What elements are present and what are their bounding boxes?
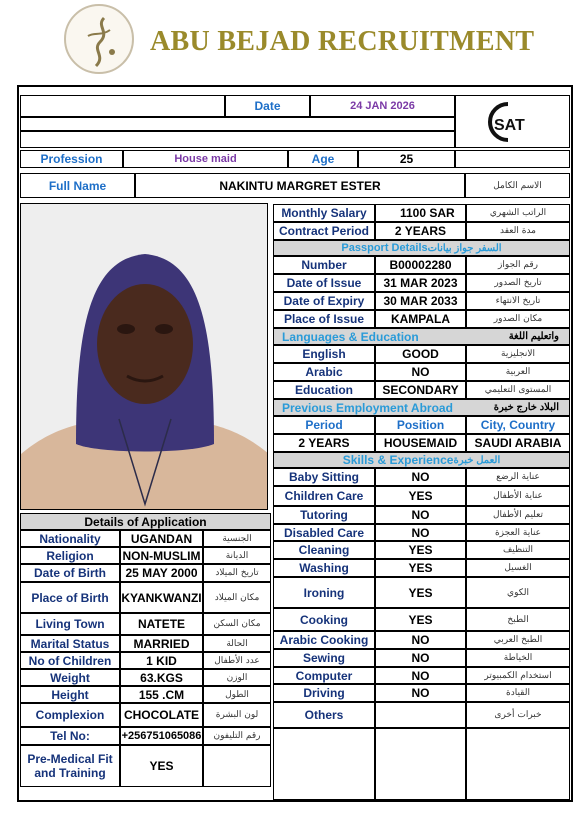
detail-value: NATETE	[120, 613, 203, 635]
detail-label: Weight	[20, 669, 120, 686]
contract-ar: مدة العقد	[466, 222, 570, 240]
detail-ar: لون البشرة	[203, 703, 271, 727]
blank-cell	[20, 95, 225, 117]
detail-label: Nationality	[20, 530, 120, 547]
skills-header	[273, 452, 570, 468]
salary-value: 1100 SAR	[375, 204, 466, 222]
date-label: Date	[225, 95, 310, 117]
detail-label: Living Town	[20, 613, 120, 635]
skill-value: YES	[375, 541, 466, 559]
skill-value: YES	[375, 608, 466, 631]
detail-label: Marital Status	[20, 635, 120, 652]
profession-label: Profession	[20, 150, 123, 168]
prev-col-1: Position	[375, 416, 466, 434]
number-label: Number	[273, 256, 375, 274]
number-ar: رقم الجواز	[466, 256, 570, 274]
expiry-label: Date of Expiry	[273, 292, 375, 310]
english-label: English	[273, 345, 375, 363]
calligraphy-logo-icon	[66, 6, 136, 76]
sat-logo-cell	[455, 95, 570, 148]
skill-value: NO	[375, 524, 466, 541]
detail-value: UGANDAN	[120, 530, 203, 547]
place-ar: مكان الصدور	[466, 310, 570, 328]
skill-ar: القيادة	[466, 684, 570, 702]
skill-value: NO	[375, 506, 466, 524]
skill-label: Ironing	[273, 577, 375, 608]
blank-cell	[466, 728, 570, 800]
fullname-ar: الاسم الكامل	[465, 173, 570, 198]
blank-cell	[273, 728, 375, 800]
previous-employment-header-ar: البلاد خارج خبرة	[493, 402, 559, 413]
skills-header-ar: العمل خبرة	[453, 454, 501, 466]
age-value: 25	[358, 150, 455, 168]
detail-label: Tel No:	[20, 727, 120, 745]
skill-ar: الكوي	[466, 577, 570, 608]
passport-header-ar: السفر جواز بيانات	[427, 242, 502, 254]
detail-label: Place of Birth	[20, 582, 120, 613]
education-label: Education	[273, 381, 375, 399]
contract-label: Contract Period	[273, 222, 375, 240]
skill-label: Washing	[273, 559, 375, 577]
detail-value: 25 MAY 2000	[120, 564, 203, 582]
prev-row-0: 2 YEARS	[273, 434, 375, 452]
detail-value: 63.KGS	[120, 669, 203, 686]
profession-value: House maid	[123, 150, 288, 168]
svg-text:SAT: SAT	[493, 116, 525, 134]
skill-ar: الطبخ العربي	[466, 631, 570, 649]
skill-value: NO	[375, 684, 466, 702]
english-value: GOOD	[375, 345, 466, 363]
detail-ar: الديانة	[203, 547, 271, 564]
contract-value: 2 YEARS	[375, 222, 466, 240]
salary-label: Monthly Salary	[273, 204, 375, 222]
blank-cell	[455, 150, 570, 168]
blank-cell	[375, 728, 466, 800]
expiry-ar: تاريخ الانتهاء	[466, 292, 570, 310]
skill-label: Cooking	[273, 608, 375, 631]
issue-label: Date of Issue	[273, 274, 375, 292]
detail-value: NON-MUSLIM	[120, 547, 203, 564]
number-value: B00002280	[375, 256, 466, 274]
skill-label: Others	[273, 702, 375, 728]
candidate-photo	[20, 203, 268, 510]
detail-value: MARRIED	[120, 635, 203, 652]
company-name: ABU BEJAD RECRUITMENT	[150, 26, 535, 57]
detail-ar: مكان السكن	[203, 613, 271, 635]
skill-ar: عناية الرضع	[466, 468, 570, 486]
issue-value: 31 MAR 2023	[375, 274, 466, 292]
passport-header	[273, 240, 570, 256]
skill-label: Baby Sitting	[273, 468, 375, 486]
skill-ar: عناية العجزة	[466, 524, 570, 541]
detail-label: Date of Birth	[20, 564, 120, 582]
details-header: Details of Application	[20, 513, 271, 530]
skill-value: NO	[375, 631, 466, 649]
detail-label: Complexion	[20, 703, 120, 727]
skill-value: NO	[375, 468, 466, 486]
issue-ar: تاريخ الصدور	[466, 274, 570, 292]
skill-value: YES	[375, 486, 466, 506]
prev-col-2: City, Country	[466, 416, 570, 434]
detail-ar: الوزن	[203, 669, 271, 686]
age-label: Age	[288, 150, 358, 168]
detail-value: CHOCOLATE	[120, 703, 203, 727]
place-label: Place of Issue	[273, 310, 375, 328]
detail-ar: الحالة	[203, 635, 271, 652]
detail-value: +256751065086	[120, 727, 203, 745]
detail-value: KYANKWANZI	[120, 582, 203, 613]
skill-value: YES	[375, 559, 466, 577]
detail-value: 155 .CM	[120, 686, 203, 703]
skill-value: NO	[375, 649, 466, 667]
skill-ar: استخدام الكمبيوتر	[466, 667, 570, 684]
detail-label: No of Children	[20, 652, 120, 669]
company-logo	[64, 4, 134, 74]
skill-ar: خبرات أخرى	[466, 702, 570, 728]
passport-header-text: Passport Details	[341, 242, 428, 254]
salary-ar: الراتب الشهري	[466, 204, 570, 222]
languages-header-ar: واتعليم اللغة	[508, 331, 559, 342]
education-value: SECONDARY	[375, 381, 466, 399]
prev-col-0: Period	[273, 416, 375, 434]
blank-row	[20, 117, 455, 131]
skill-label: Computer	[273, 667, 375, 684]
skill-value: NO	[375, 667, 466, 684]
skill-value: YES	[375, 577, 466, 608]
languages-header	[273, 328, 570, 345]
skill-label: Disabled Care	[273, 524, 375, 541]
detail-value: YES	[120, 745, 203, 787]
portrait-image	[21, 204, 268, 510]
detail-label: Height	[20, 686, 120, 703]
detail-label: Pre-Medical Fit and Training	[20, 745, 120, 787]
skill-label: Children Care	[273, 486, 375, 506]
detail-ar: الجنسية	[203, 530, 271, 547]
skill-label: Cleaning	[273, 541, 375, 559]
skill-ar: التنظيف	[466, 541, 570, 559]
arabic-ar: العربية	[466, 363, 570, 381]
english-ar: الانجليزية	[466, 345, 570, 363]
languages-header-text: Languages & Education	[282, 329, 419, 344]
education-ar: المستوى التعليمي	[466, 381, 570, 399]
skill-ar: تعليم الأطفال	[466, 506, 570, 524]
skill-label: Sewing	[273, 649, 375, 667]
skill-ar: الطبخ	[466, 608, 570, 631]
previous-employment-header-text: Previous Employment Abroad	[282, 400, 453, 415]
skill-label: Tutoring	[273, 506, 375, 524]
skill-ar: عناية الأطفال	[466, 486, 570, 506]
detail-ar: رقم التليفون	[203, 727, 271, 745]
previous-employment-header	[273, 399, 570, 416]
prev-row-2: SAUDI ARABIA	[466, 434, 570, 452]
date-value: 24 JAN 2026	[310, 95, 455, 117]
fullname-value: NAKINTU MARGRET ESTER	[135, 173, 465, 198]
arabic-value: NO	[375, 363, 466, 381]
blank-row	[20, 131, 455, 148]
sat-logo-icon	[478, 100, 548, 144]
detail-label: Religion	[20, 547, 120, 564]
place-value: KAMPALA	[375, 310, 466, 328]
skill-value	[375, 702, 466, 728]
detail-ar: الطول	[203, 686, 271, 703]
fullname-label: Full Name	[20, 173, 135, 198]
detail-value: 1 KID	[120, 652, 203, 669]
skill-ar: الخياطة	[466, 649, 570, 667]
expiry-value: 30 MAR 2033	[375, 292, 466, 310]
prev-row-1: HOUSEMAID	[375, 434, 466, 452]
skill-label: Driving	[273, 684, 375, 702]
detail-ar: تاريخ الميلاد	[203, 564, 271, 582]
arabic-label: Arabic	[273, 363, 375, 381]
skill-label: Arabic Cooking	[273, 631, 375, 649]
detail-ar: مكان الميلاد	[203, 582, 271, 613]
detail-ar	[203, 745, 271, 787]
detail-ar: عدد الأطفال	[203, 652, 271, 669]
skill-ar: الغسيل	[466, 559, 570, 577]
skills-header-text: Skills & Experience	[342, 453, 454, 467]
